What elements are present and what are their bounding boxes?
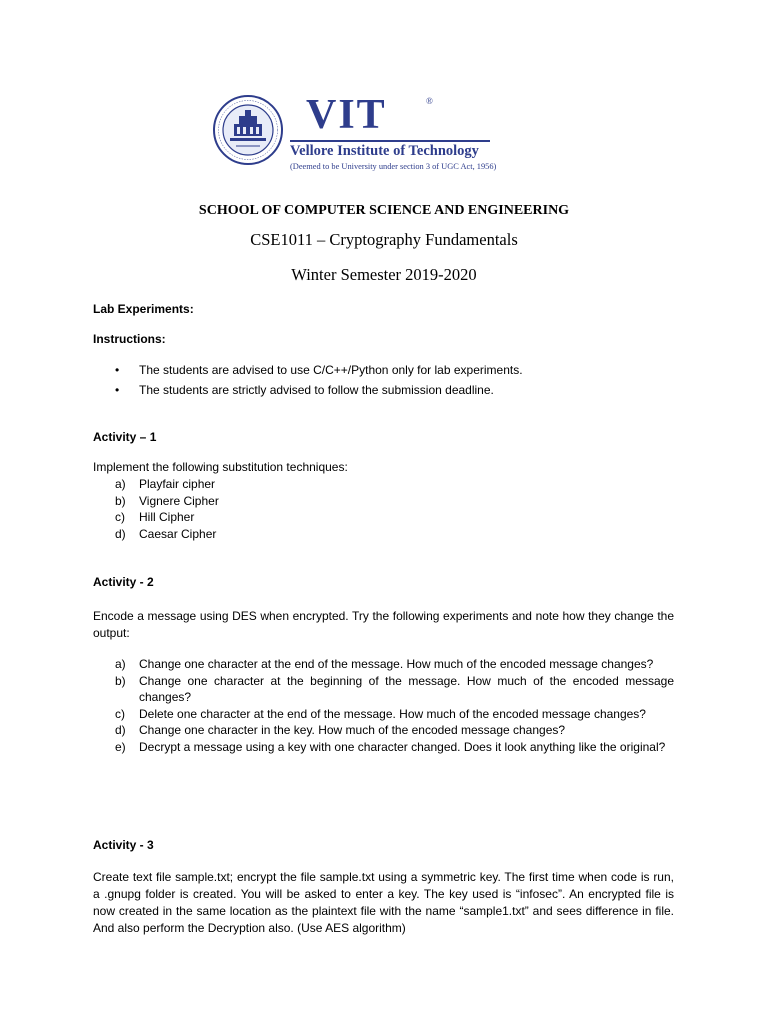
list-item-text: Change one character in the key. How much of the encoded message changes? [139, 723, 566, 737]
list-item-text: Hill Cipher [139, 510, 195, 524]
activity-2-heading: Activity - 2 [93, 575, 154, 589]
list-marker: b) [115, 493, 126, 508]
logo-brand: VIT [306, 92, 387, 138]
list-item [115, 673, 674, 706]
instruction-text: The students are advised to use C/C++/Python only for lab experiments. [139, 363, 523, 377]
logo-rule [290, 140, 490, 142]
vit-seal-icon [212, 94, 284, 166]
list-marker: d) [115, 526, 126, 541]
activity-3-heading: Activity - 3 [93, 838, 154, 852]
activity-1-intro: Implement the following substitution techniques: [93, 460, 348, 474]
list-item [115, 739, 674, 756]
logo-tagline: (Deemed to be University under section 3 of UGC Act, 1956) [290, 162, 497, 171]
lab-experiments-label: Lab Experiments: [93, 302, 194, 316]
list-item-text: Decrypt a message using a key with one character changed. Does it look anything like the original? [139, 739, 666, 754]
registered-mark: ® [426, 96, 433, 106]
course-title: CSE1011 – Cryptography Fundamentals [250, 230, 518, 249]
list-item-text: Playfair cipher [139, 477, 216, 491]
list-item [115, 526, 675, 543]
instruction-text: The students are strictly advised to follow the submission deadline. [139, 382, 494, 397]
list-item [115, 476, 675, 493]
list-item-text: Delete one character at the end of the message. How much of the encoded message changes? [139, 706, 646, 721]
list-marker: a) [115, 657, 126, 671]
list-item-text: Vignere Cipher [139, 493, 219, 508]
list-marker: b) [115, 673, 126, 688]
instructions-label: Instructions: [93, 332, 166, 346]
semester-title: Winter Semester 2019-2020 [291, 265, 477, 284]
activity-1-heading: Activity – 1 [93, 430, 157, 444]
activity-2-intro: Encode a message using DES when encrypted. Try the following experiments and note how they change the output: [93, 609, 674, 640]
list-item [115, 706, 674, 723]
activity-3-body: Create text file sample.txt; encrypt the file sample.txt using a symmetric key. The first time when code is run, a .gnupg folder is created. You will be asked to enter a key. The key used is “infosec”. An encrypted file is now created in the same location as the plaintext file with the name “sample1.txt” and sees difference in file. And also perform the Decryption also. (Use AES algorithm) [93, 870, 674, 935]
instructions-list [115, 362, 675, 398]
logo-institute-name: Vellore Institute of Technology [290, 143, 479, 159]
list-marker: c) [115, 510, 125, 524]
list-marker: e) [115, 739, 126, 754]
list-item [115, 362, 675, 379]
activity-2-list [115, 656, 674, 755]
activity-1-list [115, 476, 675, 542]
list-marker: c) [115, 706, 125, 721]
vit-logo [212, 88, 497, 188]
list-item-text: Change one character at the beginning of the message. How much of the encoded message changes? [139, 673, 674, 704]
list-marker: d) [115, 723, 126, 737]
school-heading: SCHOOL OF COMPUTER SCIENCE AND ENGINEERING [198, 203, 570, 218]
list-marker: a) [115, 477, 126, 491]
list-item-text: Caesar Cipher [139, 526, 217, 541]
list-item [115, 493, 675, 510]
list-item [115, 722, 674, 739]
list-item [115, 509, 675, 526]
list-item [115, 656, 674, 673]
list-item [115, 382, 675, 399]
list-item-text: Change one character at the end of the message. How much of the encoded message changes? [139, 657, 654, 671]
